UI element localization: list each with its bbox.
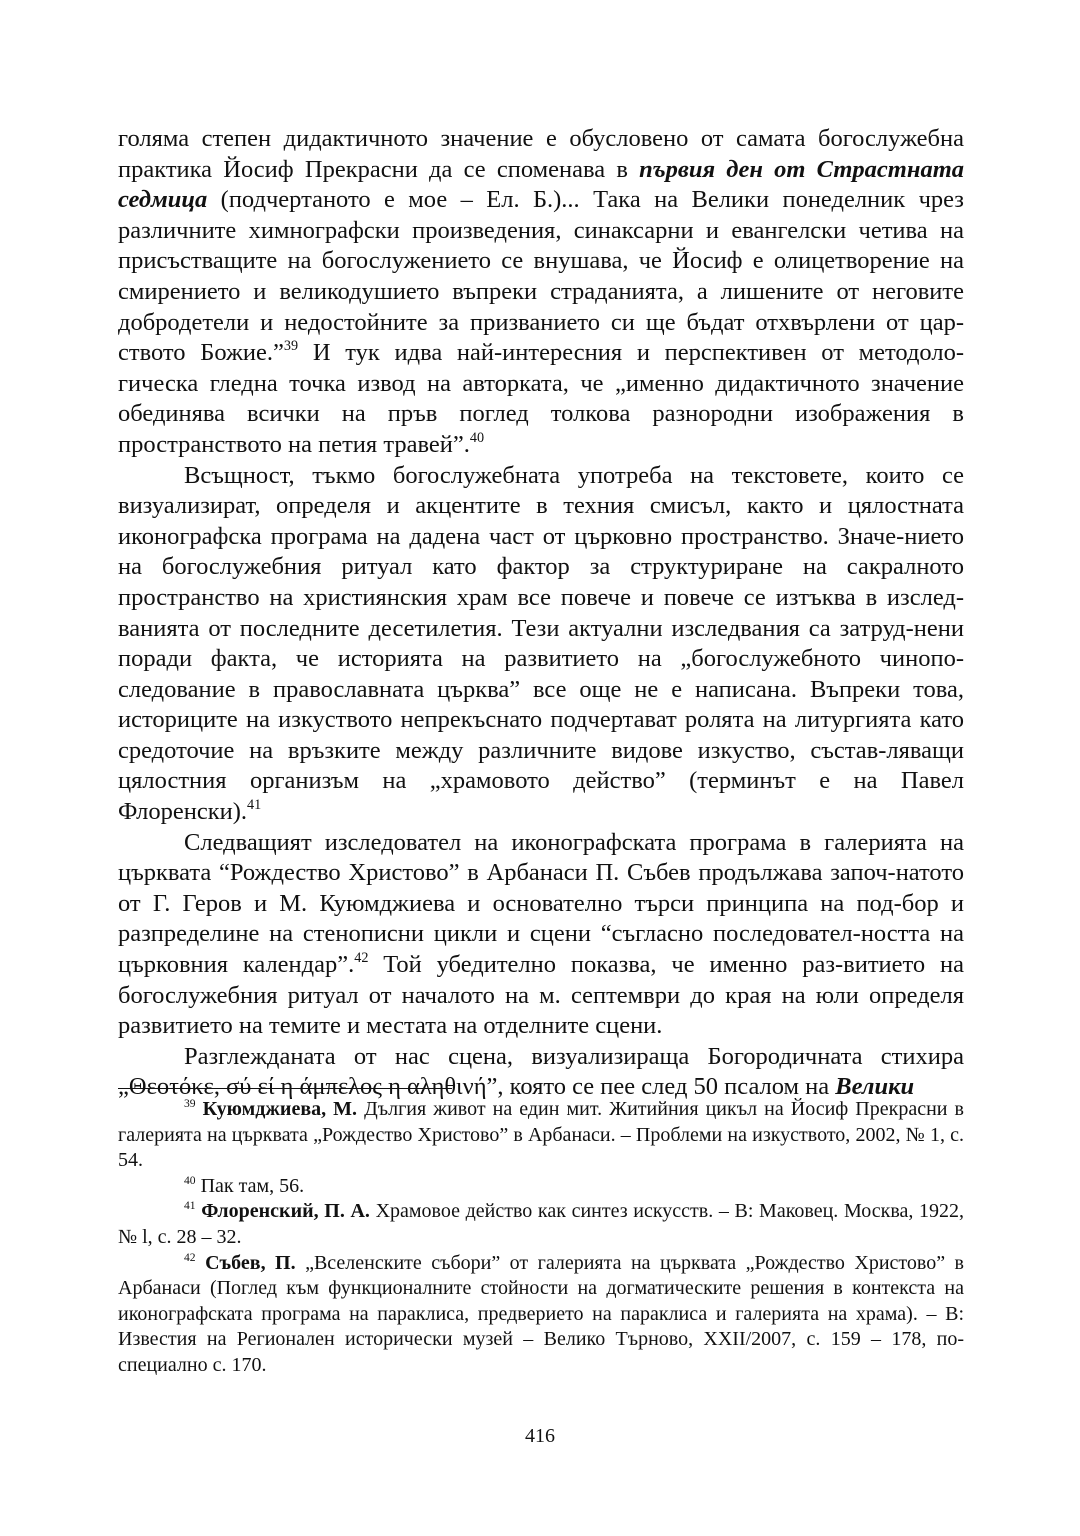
- footnote: [118, 1199, 964, 1250]
- paragraph: [118, 1042, 964, 1103]
- text-run: [196, 1252, 205, 1274]
- main-text: [118, 124, 964, 1103]
- paragraph: [118, 461, 964, 828]
- emphasis-run: първия ден от Страстната седмица: [118, 155, 965, 214]
- footnote: [118, 1251, 964, 1379]
- footnote-number: 42: [184, 1250, 196, 1264]
- author-name: Флоренский, П. А.: [201, 1200, 370, 1223]
- text-run: И тук идва най-интересния и перспективен от методоло-гическа гледна точка извод на авторката, че „именно дидактичното значение обединява всички на пръв поглед толкова разнородни изображения в пространството на петия травей”.: [118, 339, 964, 458]
- footnote-separator: [118, 1088, 452, 1089]
- footnote-ref: 39: [283, 338, 299, 355]
- footnote: [118, 1174, 964, 1200]
- text-run: [196, 1098, 203, 1120]
- author-name: Куюмджиева, М.: [202, 1098, 358, 1120]
- text-run: Следващият изследовател на иконографската програма в галерията на църквата “Рождество Христово” в Арбанаси П. Събев продължава започ-натото от Г. Геров и М. Куюмджиева и основателно търси принципа на под-бор и разпределине на стенописни цикли и сцени “съгласно последовател-ността на църковния календар”.: [118, 828, 964, 979]
- page-number: 416: [525, 1425, 555, 1447]
- footnote-ref: 40: [469, 430, 485, 446]
- footnote-number: 39: [184, 1096, 196, 1110]
- text-run: Той убедително показва, че именно раз-витието на богослужебния ритуал от началото на м. септември до края на юли определя развитието на темите и местата на отделните сцени.: [118, 951, 964, 1040]
- text-run: „Вселенските събори” от галерията на църквата „Рождество Христово” в Арбанаси (Поглед към функционалните стойности на догматическите решения в контекста на иконографската програма на параклиса, предверието на параклиса и галерията на храма). – В: Известия на Регионален исторически музей – Велико Търново, XXII/2007, с. 159 – 178, по-специално с. 170.: [118, 1251, 964, 1376]
- footnote-ref: 41: [247, 797, 262, 814]
- text-run: Дългия живот на един мит. Житийния цикъл на Йосиф Прекрасни в галерията на църквата „Рождество Христово” в Арбанаси. – Проблеми на изкуството, 2002, № 1, с. 54.: [118, 1098, 964, 1172]
- text-run: Пак там, 56.: [195, 1174, 305, 1197]
- author-name: Събев, П.: [205, 1251, 296, 1274]
- text-run: Всъщност, тъкмо богослужебната употреба на текстовете, които се визуализират, определя и акцентите в техния смисъл, както и цялостната иконографска програма на дадена част от църковно пространство. Значе-нието на богослужебния ритуал като фактор за структуриране на сакралното пространство на християнския храм все повече и повече се изтъква в изслед-ванията от последните десетилетия. Тези актуални изследвания са затруд-нени поради факта, че историята на развитието на „богослужебното чинопо-следование в православната църква” все още не е написана. Въпреки това, историците на изкуството непрекъснато подчертават ролята на литургията като средоточие на връзките между различните видове изкуство, състав-ляващи цялостния организъм на „храмовото действо” (терминът е на Павел Флоренски).: [118, 461, 964, 826]
- paragraph: [118, 828, 964, 1042]
- text-run: (подчертаното е мое – Ел. Б.)... Така на Велики понеделник чрез различните химнографски произведения, синаксарни и евангелски четива на присъстващите на богослужението се внушава, че Йосиф е олицетворение на смирението и великодушието въпреки страданията, а лишените от неговите добродетели и недостойните за призванието си ще бъдат отхвърлени от цар-ството Божие.”: [118, 186, 964, 367]
- emphasis-run: Велики: [835, 1073, 915, 1101]
- footnotes: [118, 1097, 964, 1379]
- footnote-number: 41: [184, 1199, 196, 1213]
- footnote-ref: 42: [354, 950, 369, 967]
- footnote: [118, 1097, 964, 1174]
- text-run: Храмовое действо как синтез искусств. – В: Маковец. Москва, 1922, № l, с. 28 – 32.: [118, 1200, 965, 1248]
- paragraph: [118, 124, 964, 461]
- text-run: голяма степен дидактичното значение е обусловено от самата богослужебна практика Йосиф Прекрасни да се споменава в: [118, 125, 964, 183]
- text-run: Разглежданата от нас сцена, визуализираща Богородичната стихира „Θεοτόκε, σύ εί η άμπελος η αληθινή”, която се пее след 50 псалом на: [118, 1042, 964, 1101]
- footnote-number: 40: [184, 1173, 196, 1187]
